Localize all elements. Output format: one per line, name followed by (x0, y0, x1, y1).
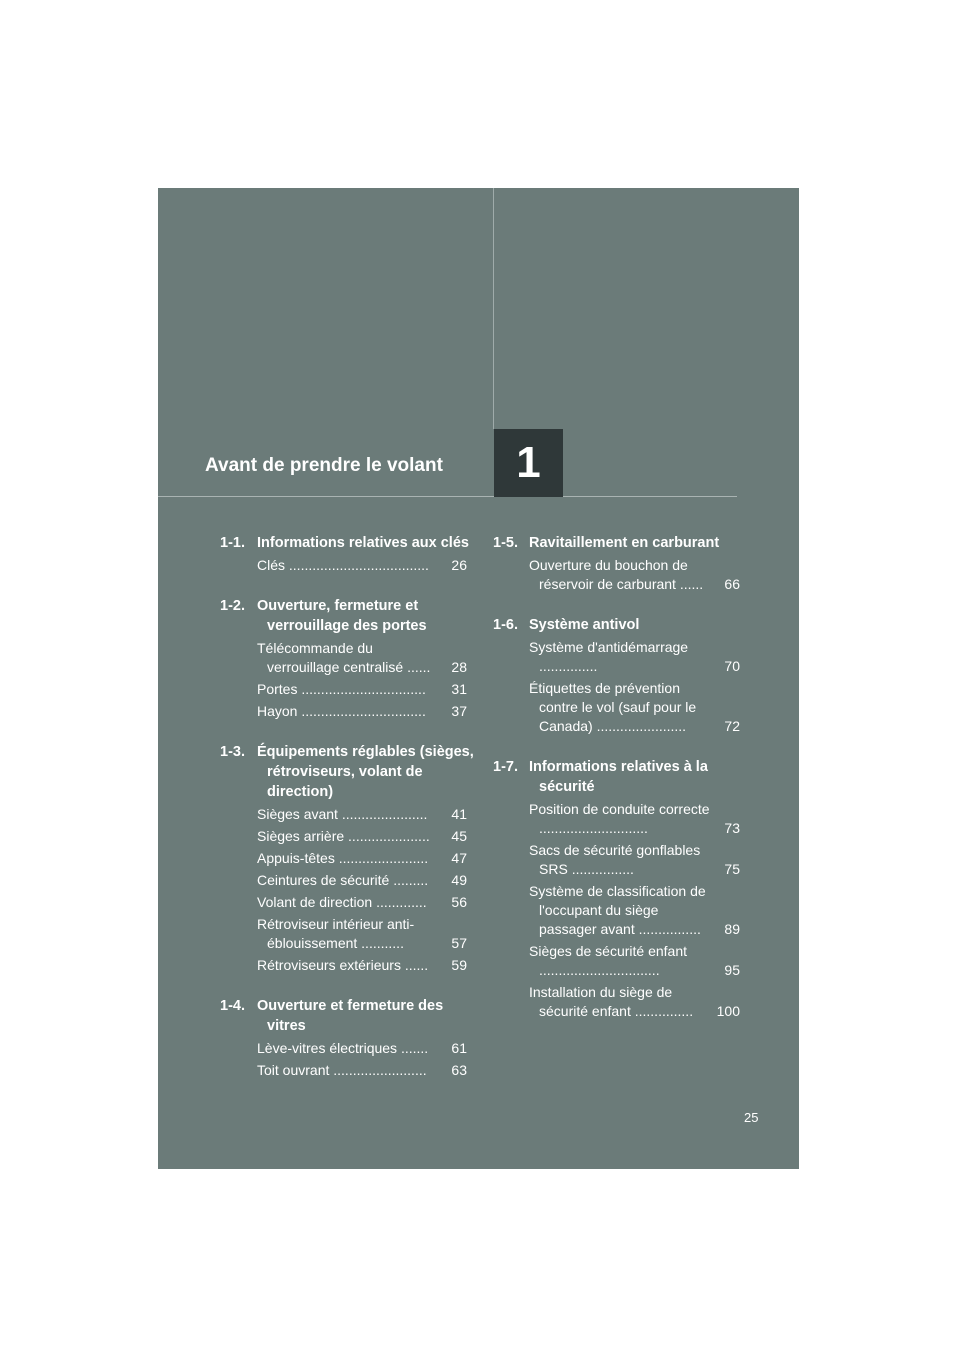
entry-label: Lève-vitres électriques (257, 1040, 398, 1056)
entry-page-number: 26 (451, 557, 467, 573)
entry-page-number: 59 (451, 957, 467, 973)
entry-leader-dots: ........................ (333, 1062, 427, 1078)
entry-label: Position de conduite correcte (529, 801, 710, 817)
toc-entry[interactable] (257, 849, 467, 868)
entry-label: Étiquettes de prévention contre le vol (sauf pour le Canada) (529, 680, 697, 734)
section-entries (257, 805, 467, 975)
toc-entry[interactable] (257, 827, 467, 846)
entry-leader-dots: ................ (638, 921, 701, 937)
entry-page-number: 61 (451, 1040, 467, 1056)
section-heading[interactable] (493, 757, 753, 797)
entry-page-number: 73 (724, 820, 740, 836)
toc-section (493, 757, 753, 1021)
toc-section (493, 615, 753, 736)
section-title: Système antivol (529, 617, 640, 633)
toc-entry[interactable] (529, 882, 740, 939)
entry-page-number: 37 (451, 703, 467, 719)
section-heading[interactable] (158, 596, 478, 636)
toc-entry[interactable] (257, 702, 467, 721)
entry-leader-dots: ...... (404, 957, 429, 973)
toc-entry[interactable] (257, 956, 467, 975)
entry-leader-dots: ............... (634, 1003, 694, 1019)
section-heading[interactable] (493, 615, 753, 635)
entry-page-number: 72 (724, 718, 740, 734)
toc-entry[interactable] (257, 556, 467, 575)
toc-panel (158, 188, 799, 1169)
chapter-title: Avant de prendre le volant (205, 455, 443, 476)
toc-entry[interactable] (257, 639, 467, 677)
entry-page-number: 70 (724, 658, 740, 674)
toc-entry[interactable] (257, 893, 467, 912)
entry-label: Sièges de sécurité enfant (529, 943, 687, 959)
section-heading[interactable] (158, 996, 478, 1036)
toc-entry[interactable] (529, 800, 740, 838)
vertical-divider (493, 188, 494, 429)
entry-page-number: 63 (451, 1062, 467, 1078)
entry-leader-dots: ................ (571, 861, 634, 877)
entry-label: Volant de direction (257, 894, 373, 910)
section-heading[interactable] (493, 533, 753, 553)
toc-entry[interactable] (257, 1039, 467, 1058)
entry-page-number: 45 (451, 828, 467, 844)
entry-label: Système d'antidémarrage (529, 639, 689, 655)
entry-page-number: 66 (724, 576, 740, 592)
entry-page-number: 56 (451, 894, 467, 910)
entry-page-number: 57 (451, 935, 467, 951)
entry-label: Portes (257, 681, 298, 697)
entry-leader-dots: ....... (400, 1040, 429, 1056)
toc-entry[interactable] (257, 680, 467, 699)
entry-label: Ceintures de sécurité (257, 872, 390, 888)
entry-label: Clés (257, 557, 286, 573)
entry-leader-dots: ................................ (301, 681, 426, 697)
chapter-number-badge: 1 (494, 429, 563, 497)
toc-entry[interactable] (257, 871, 467, 890)
section-heading[interactable] (158, 533, 478, 553)
toc-entry[interactable] (257, 915, 467, 953)
entry-label: Hayon (257, 703, 298, 719)
entry-leader-dots: ......... (393, 872, 429, 888)
section-title: Informations relatives aux clés (257, 535, 469, 551)
entry-page-number: 41 (451, 806, 467, 822)
entry-leader-dots: ....................... (596, 718, 687, 734)
entry-label: Télécommande du verrouillage centralisé (257, 640, 404, 675)
section-title: Ravitaillement en carburant (529, 535, 720, 551)
section-title: Équipements réglables (sièges, rétroviseurs, volant de direction) (257, 744, 474, 800)
section-title: Informations relatives à la sécurité (529, 759, 708, 795)
toc-section (158, 742, 478, 975)
section-number: 1-3. (220, 744, 245, 760)
entry-leader-dots: ....................... (338, 850, 429, 866)
entry-leader-dots: ........... (361, 935, 404, 951)
entry-leader-dots: ................................ (301, 703, 426, 719)
toc-section (158, 996, 478, 1080)
entry-page-number: 95 (724, 962, 740, 978)
entry-leader-dots: ...................... (341, 806, 428, 822)
entry-label: Sacs de sécurité gonflables SRS (529, 842, 701, 877)
entry-leader-dots: ............................... (539, 962, 660, 978)
entry-leader-dots: .................................... (288, 557, 429, 573)
section-number: 1-6. (493, 617, 518, 633)
toc-entry[interactable] (529, 942, 740, 980)
toc-entry[interactable] (257, 805, 467, 824)
entry-label: Sièges avant (257, 806, 338, 822)
toc-section (158, 596, 478, 721)
section-number: 1-5. (493, 535, 518, 551)
entry-leader-dots: ..................... (348, 828, 430, 844)
entry-leader-dots: ............... (539, 658, 598, 674)
section-title: Ouverture et fermeture des vitres (257, 998, 444, 1034)
section-number: 1-7. (493, 759, 518, 775)
entry-label: Sièges arrière (257, 828, 345, 844)
toc-entry[interactable] (529, 841, 740, 879)
section-number: 1-1. (220, 535, 245, 551)
section-number: 1-4. (220, 998, 245, 1014)
entry-label: Installation du siège de sécurité enfant (529, 984, 673, 1019)
entry-leader-dots: ............................ (539, 820, 648, 836)
entry-label: Système de classification de l'occupant du siège passager avant (529, 883, 706, 937)
entry-label: Toit ouvrant (257, 1062, 330, 1078)
toc-entry[interactable] (529, 556, 740, 594)
horizontal-divider (158, 496, 737, 497)
toc-entry[interactable] (529, 983, 740, 1021)
entry-label: Appuis-têtes (257, 850, 335, 866)
entry-page-number: 47 (451, 850, 467, 866)
section-number: 1-2. (220, 598, 245, 614)
entry-page-number: 31 (451, 681, 467, 697)
toc-column-right (493, 533, 753, 1042)
page-number: 25 (744, 1110, 759, 1125)
entry-leader-dots: ...... (679, 576, 704, 592)
section-entries (257, 639, 467, 721)
section-entries (257, 1039, 467, 1080)
entry-leader-dots: ...... (407, 659, 431, 675)
toc-entry[interactable] (529, 679, 740, 736)
entry-label: Rétroviseurs extérieurs (257, 957, 401, 973)
toc-entry[interactable] (257, 1061, 467, 1080)
entry-label: Rétroviseur intérieur anti-éblouissement (257, 916, 415, 951)
toc-column-left (158, 533, 478, 1101)
entry-leader-dots: ............. (376, 894, 427, 910)
entry-label: Ouverture du bouchon de réservoir de carburant (529, 557, 688, 592)
section-entries (257, 556, 467, 575)
entry-page-number: 49 (451, 872, 467, 888)
toc-section (158, 533, 478, 575)
toc-section (493, 533, 753, 594)
entry-page-number: 75 (724, 861, 740, 877)
section-entries (529, 556, 740, 594)
section-entries (529, 800, 740, 1021)
section-title: Ouverture, fermeture et verrouillage des portes (257, 598, 427, 634)
entry-page-number: 100 (716, 1003, 740, 1019)
section-entries (529, 638, 740, 736)
toc-entry[interactable] (529, 638, 740, 676)
entry-page-number: 89 (724, 921, 740, 937)
entry-page-number: 28 (451, 659, 467, 675)
section-heading[interactable] (158, 742, 478, 802)
